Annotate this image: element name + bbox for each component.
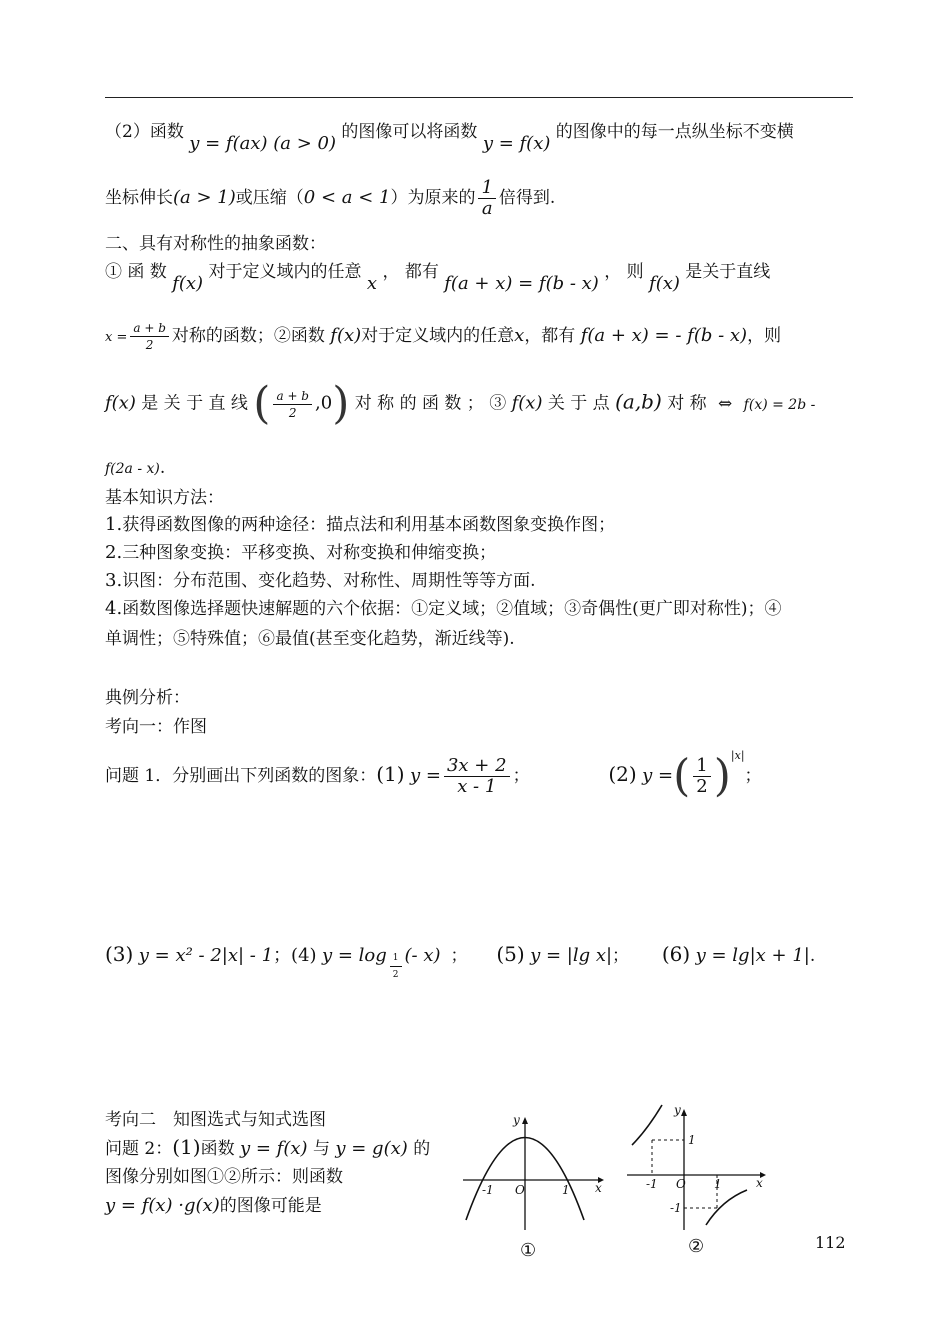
section2-line4 (105, 456, 165, 481)
section2-line1 (105, 260, 771, 294)
math-fx: f(x) (511, 392, 543, 414)
section2-heading: 二、具有对称性的抽象函数： (105, 234, 326, 254)
question-1-line2 (105, 940, 816, 980)
paren-right: ) (713, 750, 731, 802)
curve-left (632, 1105, 662, 1145)
text: ）为原来的 (390, 188, 476, 208)
question-2-line3 (105, 1194, 322, 1218)
text: 问题 2： (105, 1139, 173, 1159)
math-eq1: f(a + x) = f(b - x) (444, 273, 599, 294)
math-eq3-cont: f(2a - x) (105, 461, 160, 477)
math-fx: f(x) (649, 273, 680, 294)
question-1-line1 (105, 749, 762, 802)
math-point-ab: (a,b) (615, 389, 662, 414)
text: 坐标伸长 (105, 188, 173, 208)
den: 2 (392, 970, 399, 980)
math-comma-0: ,0 (315, 392, 333, 414)
item-text: 识图：分布范围、变化趋势、对称性、周期性等等方面. (122, 571, 536, 591)
exponent: |x| (730, 749, 745, 762)
item-number: 3. (105, 570, 123, 591)
math-a-gt-1: (a > 1) (173, 187, 236, 208)
frac-3x2-x1 (444, 756, 510, 797)
examples-title: 典例分析： (105, 688, 190, 708)
text: 是 关 于 直 线 (141, 393, 248, 414)
page-number: 112 (815, 1233, 846, 1252)
text: 与 (312, 1139, 330, 1159)
math: y = |lg x| (530, 945, 613, 966)
tick-neg1: -1 (482, 1183, 494, 1197)
text: ； (512, 766, 530, 786)
math: y = f(x) ·g(x) (105, 1195, 220, 1216)
text: . (809, 946, 816, 966)
item-number: (6) (661, 942, 691, 966)
section2-line3 (105, 378, 816, 429)
item-number: ；(4) (273, 945, 317, 966)
text: ， 则 (604, 262, 644, 282)
num: a + b (130, 320, 169, 337)
basics-item-3 (105, 569, 536, 593)
num: 1 (478, 178, 495, 199)
item-number: (1) (172, 1135, 201, 1159)
frac-a-plus-b-2 (273, 388, 312, 421)
text: （2）函数 (105, 122, 184, 142)
den: 2 (696, 776, 708, 797)
text: 对于定义域内的任意 (361, 326, 515, 346)
text: 或压缩（ (235, 188, 304, 208)
text: ① 函 数 (105, 262, 167, 282)
iff-symbol: ⇔ (718, 393, 733, 414)
tick-neg1: -1 (646, 1177, 658, 1191)
math: y = (409, 765, 441, 786)
math: y = f(x) (239, 1138, 308, 1159)
math: (- x) (404, 945, 441, 966)
math: y = g(x) (335, 1138, 408, 1159)
item-text: 获得函数图像的两种途径：描点法和利用基本函数图象变换作图； (122, 515, 616, 535)
math: y = (642, 765, 674, 786)
item-number: 2. (105, 542, 123, 563)
math-eq2: f(a + x) = - f(b - x) (580, 325, 748, 346)
text: ，则 (747, 326, 782, 346)
para2-line1 (105, 120, 794, 154)
item-number: (3) (105, 942, 134, 966)
text: 对于定义域内的任意 (208, 262, 362, 282)
log-base (390, 950, 402, 983)
basics-item-4-cont: 单调性；⑤特殊值；⑥最值(甚至变化趋势，渐近线等). (105, 629, 515, 649)
item-number: (5) (496, 942, 525, 966)
graph-1-label: ① (520, 1240, 537, 1261)
text: 的图像中的每一点纵坐标不变横 (555, 122, 794, 142)
y-label: y (674, 1103, 681, 1117)
den: a (481, 198, 493, 219)
math-x-eq: x = (105, 330, 128, 345)
graph-2 (622, 1100, 772, 1235)
math-log: y = log (321, 945, 387, 966)
math-fx: y = f(x) (482, 133, 551, 154)
num: 3x + 2 (444, 756, 510, 777)
para2-line2 (105, 178, 555, 219)
text: 对称的函数；②函数 (171, 326, 325, 346)
basics-item-4 (105, 597, 781, 621)
math-x: x (514, 325, 525, 346)
text: . (159, 458, 166, 478)
num: a + b (273, 388, 312, 405)
item-number: (1) (376, 762, 405, 786)
basics-item-1 (105, 513, 615, 537)
num: 1 (693, 756, 710, 777)
math: y = lg|x + 1| (695, 945, 810, 966)
den: 2 (288, 405, 297, 420)
math-fx: f(x) (105, 392, 136, 414)
text: ； (612, 946, 630, 966)
text: ； (450, 946, 468, 966)
tick-y1: 1 (688, 1133, 696, 1147)
paren-left: ( (673, 750, 691, 802)
text: 对 称 的 函 数 ； ③ (354, 393, 507, 414)
item-text: 函数图像选择题快速解题的六个依据：①定义域；②值域；③奇偶性(更广即对称性)；④ (122, 599, 782, 619)
frac-1-over-a (478, 178, 495, 219)
graph-1 (458, 1110, 608, 1240)
item-text: 三种图象变换：平移变换、对称变换和伸缩变换； (122, 543, 497, 563)
section2-line2 (105, 320, 781, 353)
y-label: y (513, 1113, 520, 1127)
curve-right (706, 1190, 747, 1225)
item-number: 4. (105, 598, 123, 619)
item-number: (2) (608, 762, 637, 786)
origin-label: O (676, 1177, 686, 1191)
den: x - 1 (457, 776, 497, 797)
direction-1: 考向一：作图 (105, 717, 207, 737)
paren-right: ) (332, 378, 350, 429)
math-range: 0 < a < 1 (303, 187, 391, 208)
text: 的图像可以将函数 (341, 122, 478, 142)
direction-2: 考向二 知图选式与知式选图 (105, 1110, 326, 1130)
text: 对 称 (667, 393, 707, 414)
den: 2 (145, 338, 154, 352)
math-x: x (366, 273, 378, 294)
math-f-ax: y = f(ax) (a > 0) (189, 133, 336, 154)
origin-label: O (515, 1183, 525, 1197)
text: ； (744, 766, 762, 786)
math-fx: f(x) (330, 325, 362, 346)
math: y = x² - 2|x| - 1 (138, 945, 274, 966)
text: 的 (413, 1139, 431, 1159)
graph-2-label: ② (688, 1236, 705, 1257)
text: 倍得到. (498, 188, 556, 208)
frac-1-2 (693, 756, 710, 797)
text: ， 都有 (382, 262, 439, 282)
item-number: 1. (105, 514, 123, 535)
text: ，都有 (524, 326, 576, 346)
text: 关 于 点 (547, 393, 610, 414)
tick-1: 1 (562, 1183, 570, 1197)
tick-1: 1 (714, 1177, 722, 1191)
text: 问题 1．分别画出下列函数的图象： (105, 766, 377, 786)
text: 的图像可能是 (219, 1196, 322, 1216)
basics-item-2 (105, 541, 496, 565)
x-label: x (595, 1181, 602, 1195)
tick-y-neg1: -1 (670, 1201, 682, 1215)
x-label: x (756, 1176, 763, 1190)
y-arrow (522, 1117, 528, 1124)
header-rule (105, 97, 853, 98)
basics-title: 基本知识方法： (105, 488, 224, 508)
math-eq3: f(x) = 2b - (743, 396, 816, 413)
question-2-line1 (105, 1135, 430, 1161)
text: 函数 (200, 1139, 235, 1159)
frac-a-plus-b (130, 320, 169, 353)
y-arrow (681, 1109, 687, 1116)
question-2-line2: 图像分别如图①②所示：则函数 (105, 1167, 343, 1187)
paren-left: ( (253, 378, 271, 429)
text: 是关于直线 (685, 262, 771, 282)
math-fx: f(x) (172, 273, 204, 294)
num: 1 (390, 950, 402, 967)
